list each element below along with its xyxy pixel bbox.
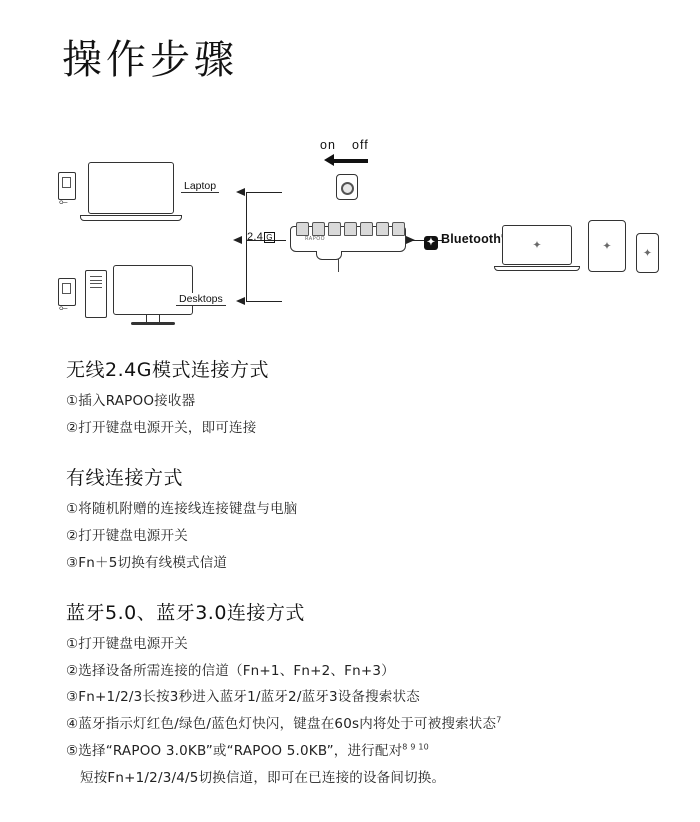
section-wired (66, 463, 646, 574)
keyboard-logo: RAPOO (305, 236, 326, 242)
bluetooth-tablet-icon (588, 220, 626, 272)
section-item: ③Fn＋5切换有线模式信道 (66, 554, 228, 571)
bluetooth-device-glyph-tablet: ✦ (602, 239, 612, 253)
section-item: ②打开键盘电源开关 (66, 527, 188, 544)
bluetooth-laptop-icon (502, 225, 580, 271)
connection-diagram (0, 130, 700, 345)
section-title: 蓝牙5.0、蓝牙3.0连接方式 (66, 601, 305, 624)
wireless-24g-value: 2.4 (247, 231, 264, 243)
bluetooth-device-glyph-phone: ✦ (642, 246, 653, 260)
wireless-24g-unit: G (266, 232, 273, 242)
diagram-connector-laptop (246, 192, 282, 193)
section-item: ②打开键盘电源开关，即可连接 (66, 419, 257, 436)
arrow-head-24g (233, 236, 242, 244)
page-title: 操作步骤 (62, 37, 238, 83)
switch-arrow-head (324, 154, 334, 166)
section-title: 有线连接方式 (66, 466, 184, 489)
section-title: 无线2.4G模式连接方式 (66, 359, 269, 381)
section-item: ①插入RAPOO接收器 (66, 393, 196, 409)
section-item: ①打开键盘电源开关 (66, 635, 188, 652)
keyboard-device-icon (290, 226, 406, 252)
usb-symbol-desktop-icon: ⟜ (59, 301, 68, 314)
laptop-label: Laptop (181, 180, 219, 193)
instructions-container (66, 355, 646, 813)
laptop-device-icon (88, 162, 182, 221)
section-item: 短按Fn+1/2/3/4/5切换信道，即可在已连接的设备间切换。 (80, 770, 446, 787)
footnote-marker: 8 9 10 (402, 742, 429, 752)
switch-off-label: off (352, 138, 369, 152)
section-item: ①将随机附赠的连接线连接键盘与电脑 (66, 500, 298, 517)
section-item: ⑤选择“RAPOO 3.0KB”或“RAPOO 5.0KB”，进行配对 (66, 743, 403, 760)
bluetooth-device-glyph-laptop: ✦ (532, 238, 542, 252)
keyboard-keys (296, 222, 405, 236)
switch-arrow-line (334, 159, 368, 163)
section-bluetooth (66, 598, 646, 790)
desktop-tower-icon (85, 270, 107, 318)
section-item: ④蓝牙指示灯红色/绿色/蓝色灯快闪，键盘在60s内将处于可被搜索状态 (66, 716, 497, 733)
usb-symbol-laptop-icon: ⟜ (59, 195, 68, 208)
bluetooth-label: Bluetooth (441, 232, 502, 246)
desktops-label: Desktops (176, 293, 226, 306)
diagram-connector-vertical (246, 192, 247, 302)
footnote-marker: 7 (496, 715, 502, 725)
bluetooth-phone-icon (636, 233, 659, 273)
section-item: ③Fn+1/2/3长按3秒进入蓝牙1/蓝牙2/蓝牙3设备搜索状态 (66, 689, 420, 706)
arrow-head-laptop (236, 188, 245, 196)
switch-on-label: on (320, 138, 336, 152)
arrow-head-desktop (236, 297, 245, 305)
power-switch-knob-icon (336, 174, 358, 200)
section-item: ②选择设备所需连接的信道（Fn+1、Fn+2、Fn+3） (66, 662, 395, 679)
section-item-with-note (66, 714, 646, 735)
bluetooth-glyph-icon: ✦ (424, 236, 438, 250)
diagram-connector-desktop (246, 301, 282, 302)
section-wireless-24g (66, 355, 646, 439)
bluetooth-brand-mark (424, 232, 506, 250)
arrow-head-bluetooth (406, 236, 415, 244)
wireless-24g-badge (247, 231, 275, 243)
section-item-with-note (66, 741, 646, 762)
